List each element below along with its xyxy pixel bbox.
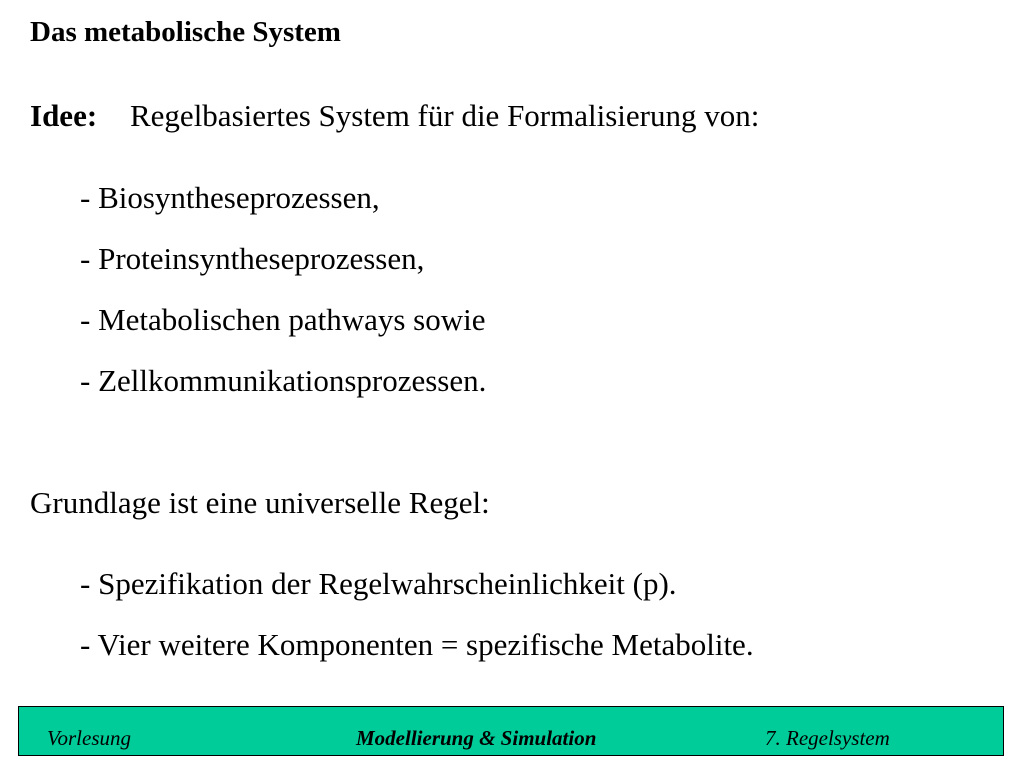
basis-text: Grundlage ist eine universelle Regel: — [30, 485, 490, 520]
footer-lecture: Vorlesung — [47, 726, 131, 750]
list-item: - Metabolischen pathways sowie — [80, 302, 486, 337]
idea-text: Regelbasiertes System für die Formalisierung von: — [130, 98, 760, 133]
idea-label: Idee: — [30, 98, 98, 133]
basis-list — [80, 563, 754, 685]
list-item: - Vier weitere Komponenten = spezifische Metabolite. — [80, 627, 754, 662]
idea-row — [30, 95, 759, 137]
list-item: - Zellkommunikationsprozessen. — [80, 363, 487, 398]
slide-title: Das metabolische System — [30, 16, 341, 48]
footer-bar — [18, 706, 1004, 756]
list-item: - Spezifikation der Regelwahrscheinlichkeit (p). — [80, 566, 677, 601]
idea-list — [80, 177, 486, 421]
footer-chapter: 7. Regelsystem — [765, 726, 890, 750]
footer-course-title: Modellierung & Simulation — [356, 726, 597, 750]
list-item: - Proteinsyntheseprozessen, — [80, 241, 425, 276]
list-item: - Biosyntheseprozessen, — [80, 180, 380, 215]
